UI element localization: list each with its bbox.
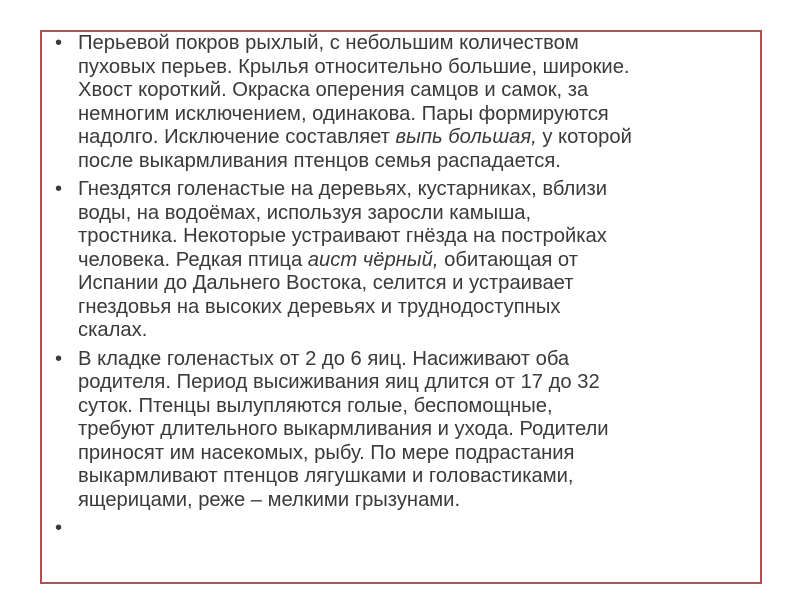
bullet-item	[48, 517, 760, 541]
bullet-text	[78, 178, 760, 343]
bullet-text	[78, 348, 760, 513]
text-line	[78, 225, 760, 249]
text-line	[78, 79, 760, 103]
text-line	[78, 126, 760, 150]
text-line	[78, 442, 760, 466]
text-line	[78, 32, 760, 56]
text-segment: тростника. Некоторые устраивают гнёзда на постройках	[78, 225, 607, 247]
text-segment: надолго. Исключение составляет	[78, 126, 396, 148]
text-line	[78, 296, 760, 320]
text-segment: Испании до Дальнего Востока, селится и устраивает	[78, 272, 574, 294]
text-segment: требуют длительного выкармливания и ухода. Родители	[78, 418, 609, 440]
text-segment: скалах.	[78, 319, 148, 341]
text-segment: Гнездятся голенастые на деревьях, кустарниках, вблизи	[78, 178, 608, 200]
bullet-text	[78, 517, 760, 541]
text-segment: приносят им насекомых, рыбу. По мере подрастания	[78, 441, 575, 464]
bullet-marker: •	[55, 32, 63, 54]
text-segment: немногим исключением, одинакова. Пары формируются	[78, 102, 609, 125]
text-line	[78, 395, 760, 419]
text-segment: суток. Птенцы вылупляются голые, беспомощные,	[78, 394, 553, 417]
text-segment: В кладке голенастых от 2 до 6 яиц. Насиживают оба	[78, 347, 570, 370]
bullet-marker: •	[55, 178, 63, 200]
text-line	[78, 418, 760, 442]
text-line	[78, 517, 760, 541]
text-line	[78, 202, 760, 226]
bullet-list	[48, 32, 760, 541]
text-segment: воды, на водоёмах, используя заросли камыша,	[78, 201, 532, 224]
bullet-item	[48, 32, 760, 173]
text-segment: пуховых перьев. Крылья относительно большие, широкие.	[78, 55, 630, 78]
italic-term: выпь большая,	[395, 126, 537, 148]
text-line	[78, 56, 760, 80]
text-segment: выкармливают птенцов лягушками и головастиками,	[78, 465, 574, 487]
text-line	[78, 465, 760, 489]
text-line	[78, 178, 760, 202]
slide-body	[48, 32, 760, 546]
text-segment: человека. Редкая птица	[78, 248, 308, 271]
text-segment: родителя. Период высиживания яиц длится от 17 до 32	[78, 371, 600, 393]
text-segment: после выкармливания птенцов семья распадается.	[78, 149, 561, 172]
text-line	[78, 103, 760, 127]
text-line	[78, 150, 760, 174]
text-segment: Хвост короткий. Окраска оперения самцов и самок, за	[78, 79, 589, 101]
italic-term: аист чёрный,	[307, 248, 439, 271]
bullet-marker: •	[55, 347, 63, 370]
bullet-text	[78, 32, 760, 173]
bullet-item	[48, 178, 760, 343]
text-segment: ящерицами, реже – мелкими грызунами.	[78, 488, 461, 511]
text-line	[78, 371, 760, 395]
text-line	[78, 489, 760, 513]
text-line	[78, 348, 760, 372]
text-line	[78, 249, 760, 273]
text-segment: обитающая от	[438, 248, 578, 271]
text-segment: Перьевой покров рыхлый, с небольшим количеством	[78, 32, 579, 54]
bullet-marker: •	[55, 517, 63, 539]
text-segment: гнездовья на высоких деревьях и труднодоступных	[78, 295, 561, 318]
text-line	[78, 272, 760, 296]
text-segment: у которой	[536, 126, 632, 148]
text-line	[78, 319, 760, 343]
bullet-item	[48, 348, 760, 513]
